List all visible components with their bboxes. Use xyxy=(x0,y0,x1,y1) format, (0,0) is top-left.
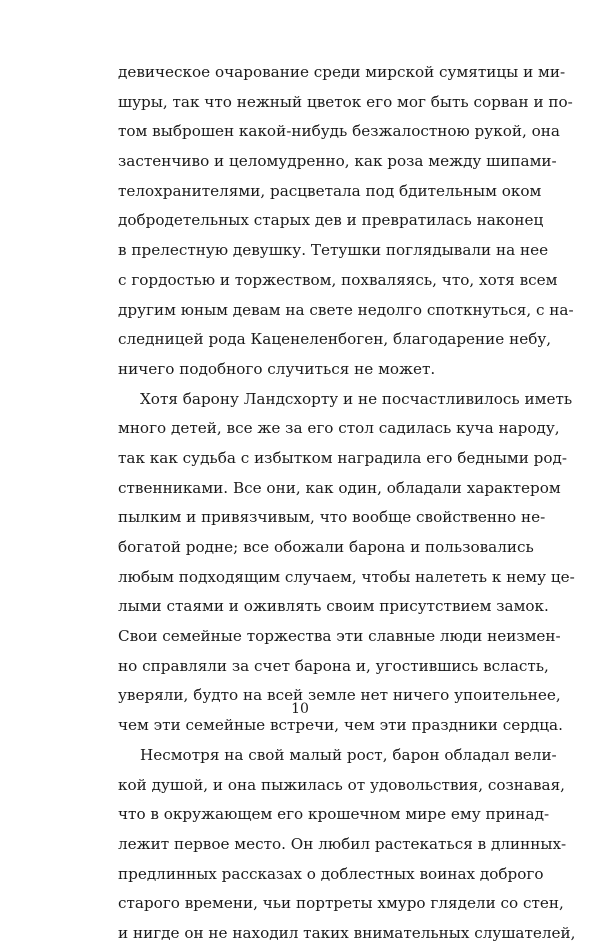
text-line: предлинных рассказах о доблестных воинах доброго xyxy=(118,864,544,883)
text-line: так как судьба с избытком наградила его бедными род- xyxy=(118,448,568,467)
text-line: девическое очарование среди мирской сумятицы и ми- xyxy=(118,63,566,81)
text-line: и нигде он не находил таких внимательных слушателей, xyxy=(118,923,576,942)
text-line: другим юным девам на свете недолго споткнуться, с на- xyxy=(118,300,574,319)
paragraph xyxy=(118,385,575,741)
text-line: лыми стаями и оживлять своим присутствием замок. xyxy=(118,597,549,616)
page-number: 10 xyxy=(291,701,309,717)
text-line: Несмотря на свой малый рост, барон обладал вели- xyxy=(140,745,557,764)
text-line: Свои семейные торжества эти славные люди неизмен- xyxy=(118,627,561,646)
text-line: том выброшен какой-нибудь безжалостною рукой, она xyxy=(118,122,560,141)
text-line: ничего подобного случиться не может. xyxy=(118,359,436,378)
text-line: богатой родне; все обожали барона и пользовались xyxy=(118,538,534,556)
text-line: в прелестную девушку. Тетушки поглядывали на нее xyxy=(118,241,549,260)
text-line: следницей рода Каценеленбоген, благодарение небу, xyxy=(118,330,552,349)
text-line: много детей, все же за его стол садилась куча народу, xyxy=(118,419,560,438)
text-line: с гордостью и торжеством, похваляясь, что, хотя всем xyxy=(118,270,558,289)
text-line: телохранителями, расцветала под бдительным оком xyxy=(118,181,542,200)
text-line: любым подходящим случаем, чтобы налететь к нему це- xyxy=(118,567,575,586)
text-line: кой душой, и она пыжилась от удовольствия, сознавая, xyxy=(118,775,565,794)
text-line: но справляли за счет барона и, угостившись всласть, xyxy=(118,656,549,675)
text-line: добродетельных старых дев и превратилась наконец xyxy=(118,211,544,230)
paragraph xyxy=(118,741,576,949)
text-line: ственниками. Все они, как один, обладали характером xyxy=(118,478,561,497)
text-line: уверяли, будто на всей земле нет ничего упоительнее, xyxy=(118,686,561,705)
text-line: шуры, так что нежный цветок его мог быть сорван и по- xyxy=(118,92,573,111)
text-line: чем эти семейные встречи, чем эти праздники сердца. xyxy=(118,716,563,735)
text-line: что в окружающем его крошечном мире ему принад- xyxy=(118,805,550,824)
text-line: Хотя барону Ландсхорту и не посчастливилось иметь xyxy=(140,389,573,408)
text-line: пылким и привязчивым, что вообще свойственно не- xyxy=(118,508,546,527)
body-text xyxy=(118,58,576,949)
text-line: старого времени, чьи портреты хмуро глядели со стен, xyxy=(118,894,564,913)
text-line: застенчиво и целомудренно, как роза между шипами- xyxy=(118,152,557,171)
text-line: лежит первое место. Он любил растекаться в длинных- xyxy=(118,834,567,853)
paragraph xyxy=(118,58,574,385)
